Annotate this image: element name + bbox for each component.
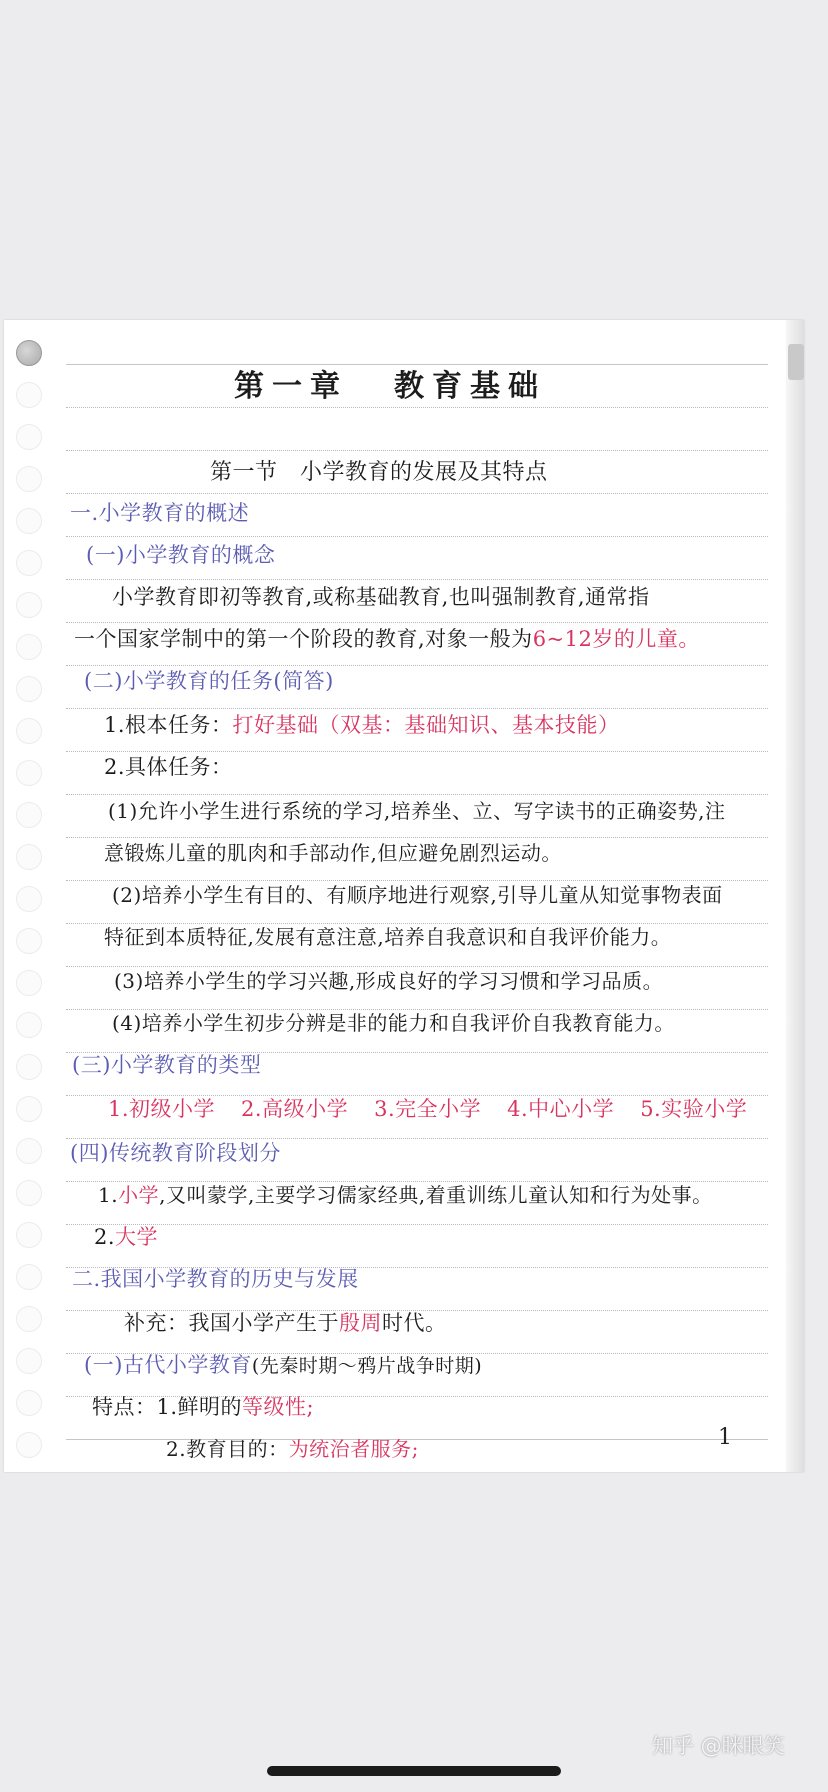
- type-3: 3.完全小学: [374, 1097, 482, 1121]
- heading-history: 二.我国小学教育的历史与发展: [72, 1267, 359, 1291]
- chapter-heading: 第一章 教育基础: [234, 369, 546, 404]
- type-5: 5.实验小学: [640, 1097, 748, 1121]
- heading-overview: 一.小学教育的概述: [70, 501, 250, 525]
- task-item-2a: (2)培养小学生有目的、有顺序地进行观察,引导儿童从知觉事物表面: [112, 883, 723, 907]
- task-item-1a: (1)允许小学生进行系统的学习,培养坐、立、写字读书的正确姿势,注: [108, 799, 726, 823]
- heading-ancient: (一)古代小学教育(先秦时期～鸦片战争时期): [84, 1353, 483, 1377]
- stage-2: 2.大学: [94, 1225, 159, 1249]
- concept-line-1: 小学教育即初等教育,或称基础教育,也叫强制教育,通常指: [112, 585, 650, 609]
- task-item-4: (4)培养小学生初步分辨是非的能力和自我评价自我教育能力。: [112, 1011, 675, 1035]
- type-1: 1.初级小学: [108, 1097, 216, 1121]
- binder-holes: [16, 340, 46, 1440]
- supplement-line: 补充：我国小学产生于殷周时代。: [124, 1311, 447, 1335]
- school-types: [108, 1094, 747, 1124]
- home-indicator[interactable]: [267, 1766, 561, 1776]
- task-item-2b: 特征到本质特征,发展有意注意,培养自我意识和自我评价能力。: [104, 925, 672, 949]
- task-fundamental: 1.根本任务：打好基础（双基：基础知识、基本技能）: [104, 713, 620, 737]
- section-heading: 第一节 小学教育的发展及其特点: [210, 460, 548, 485]
- stage-1: 1.小学,又叫蒙学,主要学习儒家经典,着重训练儿童认知和行为处事。: [98, 1183, 713, 1207]
- type-4: 4.中心小学: [507, 1097, 615, 1121]
- concept-line-2: 一个国家学制中的第一个阶段的教育,对象一般为6~12岁的儿童。: [74, 627, 700, 651]
- heading-concept: (一)小学教育的概念: [86, 543, 276, 567]
- task-specific: 2.具体任务：: [104, 755, 233, 779]
- heading-types: (三)小学教育的类型: [72, 1053, 262, 1077]
- zhihu-watermark: 知乎 @眯眼笑: [652, 1734, 785, 1758]
- page-number: 1: [718, 1425, 732, 1450]
- feature-1: 特点：1.鲜明的等级性;: [92, 1395, 315, 1419]
- feature-2: 2.教育目的：为统治者服务;: [166, 1437, 419, 1461]
- heading-tasks: (二)小学教育的任务(简答): [84, 669, 334, 693]
- task-item-3: (3)培养小学生的学习兴趣,形成良好的学习习惯和学习品质。: [114, 969, 664, 993]
- heading-traditional-stages: (四)传统教育阶段划分: [70, 1141, 281, 1165]
- notebook-page: [4, 320, 804, 1472]
- type-2: 2.高级小学: [241, 1097, 349, 1121]
- page-edge: [786, 320, 804, 1472]
- task-item-1b: 意锻炼儿童的肌肉和手部动作,但应避免剧烈运动。: [104, 841, 562, 865]
